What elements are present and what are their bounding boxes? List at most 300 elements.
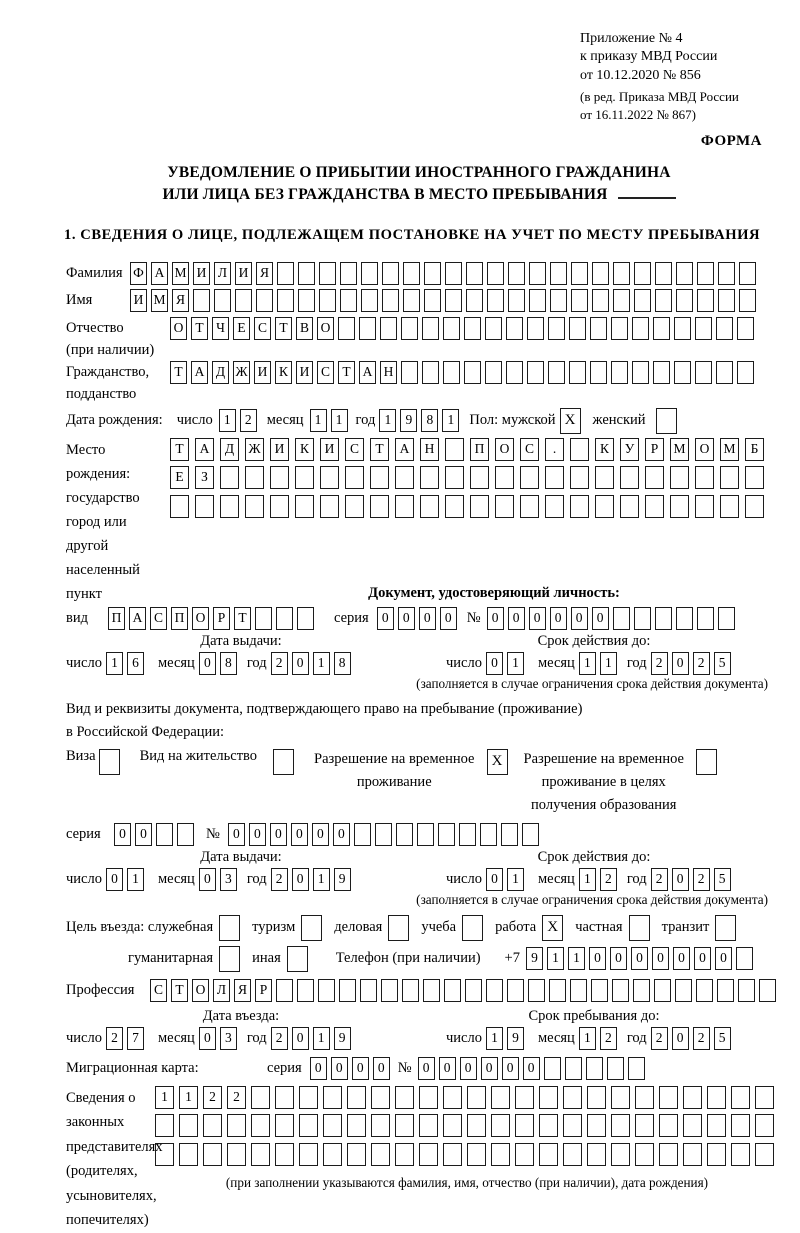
char-cell[interactable] [697, 289, 714, 312]
char-cell[interactable] [361, 289, 378, 312]
char-cell[interactable] [245, 466, 264, 489]
char-cell[interactable] [235, 289, 252, 312]
char-cell[interactable] [297, 607, 314, 630]
char-cell[interactable]: 0 [114, 823, 131, 846]
char-cell[interactable]: 9 [400, 409, 417, 432]
char-cell[interactable] [395, 495, 414, 518]
char-cell[interactable] [590, 317, 607, 340]
char-cell[interactable] [467, 1143, 486, 1166]
char-cell[interactable] [347, 1143, 366, 1166]
char-cell[interactable]: К [275, 361, 292, 384]
char-cell[interactable]: 1 [507, 652, 524, 675]
char-cell[interactable]: 0 [610, 947, 627, 970]
char-cell[interactable] [470, 495, 489, 518]
char-cell[interactable] [464, 317, 481, 340]
char-cell[interactable]: М [720, 438, 739, 461]
purpose-official-checkbox[interactable] [219, 915, 240, 941]
char-cell[interactable]: О [495, 438, 514, 461]
char-cell[interactable]: 0 [312, 823, 329, 846]
char-cell[interactable] [396, 823, 413, 846]
char-cell[interactable]: 0 [292, 868, 309, 891]
char-cell[interactable]: 9 [334, 868, 351, 891]
char-cell[interactable]: С [520, 438, 539, 461]
char-cell[interactable]: 1 [547, 947, 564, 970]
char-cell[interactable] [707, 1143, 726, 1166]
char-cell[interactable]: 0 [486, 868, 503, 891]
char-cell[interactable] [464, 361, 481, 384]
char-cell[interactable]: М [151, 289, 168, 312]
char-cell[interactable] [466, 262, 483, 285]
char-cell[interactable] [270, 495, 289, 518]
char-cell[interactable]: З [195, 466, 214, 489]
char-cell[interactable]: 2 [271, 1027, 288, 1050]
char-cell[interactable] [403, 262, 420, 285]
char-cell[interactable] [515, 1086, 534, 1109]
char-cell[interactable]: А [195, 438, 214, 461]
char-cell[interactable]: А [191, 361, 208, 384]
char-cell[interactable]: Т [170, 361, 187, 384]
char-cell[interactable]: 0 [523, 1057, 540, 1080]
char-cell[interactable] [380, 317, 397, 340]
char-cell[interactable] [323, 1143, 342, 1166]
char-cell[interactable] [347, 1114, 366, 1137]
char-cell[interactable] [255, 607, 272, 630]
char-cell[interactable] [520, 466, 539, 489]
char-cell[interactable]: 0 [377, 607, 394, 630]
char-cell[interactable] [707, 1086, 726, 1109]
char-cell[interactable] [759, 979, 776, 1002]
char-cell[interactable] [571, 262, 588, 285]
char-cell[interactable] [695, 361, 712, 384]
residence-permit-checkbox[interactable] [273, 749, 294, 775]
char-cell[interactable] [611, 1143, 630, 1166]
char-cell[interactable] [718, 607, 735, 630]
char-cell[interactable] [419, 1114, 438, 1137]
char-cell[interactable] [633, 979, 650, 1002]
char-cell[interactable]: Д [212, 361, 229, 384]
char-cell[interactable] [298, 262, 315, 285]
char-cell[interactable]: 8 [421, 409, 438, 432]
char-cell[interactable] [570, 466, 589, 489]
char-cell[interactable]: 9 [507, 1027, 524, 1050]
char-cell[interactable]: П [171, 607, 188, 630]
char-cell[interactable]: О [192, 607, 209, 630]
char-cell[interactable]: 1 [219, 409, 236, 432]
char-cell[interactable] [299, 1143, 318, 1166]
char-cell[interactable] [443, 1143, 462, 1166]
char-cell[interactable]: И [320, 438, 339, 461]
char-cell[interactable] [360, 979, 377, 1002]
char-cell[interactable] [550, 289, 567, 312]
temp-residence-checkbox[interactable]: X [487, 749, 508, 775]
char-cell[interactable] [424, 289, 441, 312]
char-cell[interactable] [371, 1143, 390, 1166]
char-cell[interactable]: Т [170, 438, 189, 461]
char-cell[interactable]: О [192, 979, 209, 1002]
char-cell[interactable] [445, 495, 464, 518]
char-cell[interactable]: 1 [568, 947, 585, 970]
char-cell[interactable]: С [345, 438, 364, 461]
char-cell[interactable] [755, 1143, 774, 1166]
char-cell[interactable] [755, 1086, 774, 1109]
char-cell[interactable] [193, 289, 210, 312]
char-cell[interactable] [655, 607, 672, 630]
char-cell[interactable]: 1 [579, 652, 596, 675]
char-cell[interactable] [548, 361, 565, 384]
char-cell[interactable] [587, 1114, 606, 1137]
char-cell[interactable]: 0 [460, 1057, 477, 1080]
char-cell[interactable]: 8 [220, 652, 237, 675]
char-cell[interactable] [480, 823, 497, 846]
char-cell[interactable] [277, 262, 294, 285]
char-cell[interactable]: Ж [233, 361, 250, 384]
char-cell[interactable] [676, 262, 693, 285]
char-cell[interactable]: П [108, 607, 125, 630]
char-cell[interactable] [179, 1143, 198, 1166]
char-cell[interactable] [507, 979, 524, 1002]
char-cell[interactable] [424, 262, 441, 285]
char-cell[interactable] [697, 607, 714, 630]
char-cell[interactable] [720, 495, 739, 518]
char-cell[interactable] [323, 1086, 342, 1109]
char-cell[interactable] [420, 466, 439, 489]
char-cell[interactable] [716, 317, 733, 340]
char-cell[interactable] [298, 289, 315, 312]
char-cell[interactable] [445, 262, 462, 285]
char-cell[interactable] [423, 979, 440, 1002]
char-cell[interactable] [359, 317, 376, 340]
char-cell[interactable] [737, 361, 754, 384]
char-cell[interactable]: Р [213, 607, 230, 630]
char-cell[interactable] [529, 289, 546, 312]
char-cell[interactable] [245, 495, 264, 518]
char-cell[interactable]: Р [255, 979, 272, 1002]
char-cell[interactable]: 0 [672, 652, 689, 675]
char-cell[interactable] [466, 289, 483, 312]
char-cell[interactable] [697, 262, 714, 285]
char-cell[interactable] [170, 495, 189, 518]
char-cell[interactable] [214, 289, 231, 312]
char-cell[interactable] [520, 495, 539, 518]
char-cell[interactable]: И [254, 361, 271, 384]
char-cell[interactable] [220, 466, 239, 489]
char-cell[interactable] [570, 495, 589, 518]
char-cell[interactable] [731, 1114, 750, 1137]
purpose-study-checkbox[interactable] [462, 915, 483, 941]
char-cell[interactable] [529, 262, 546, 285]
char-cell[interactable] [539, 1086, 558, 1109]
char-cell[interactable]: 0 [310, 1057, 327, 1080]
char-cell[interactable]: 1 [331, 409, 348, 432]
char-cell[interactable] [539, 1143, 558, 1166]
char-cell[interactable] [676, 289, 693, 312]
char-cell[interactable] [370, 495, 389, 518]
char-cell[interactable]: 6 [127, 652, 144, 675]
char-cell[interactable]: 0 [199, 652, 216, 675]
purpose-private-checkbox[interactable] [629, 915, 650, 941]
char-cell[interactable] [659, 1143, 678, 1166]
char-cell[interactable] [739, 262, 756, 285]
char-cell[interactable] [563, 1143, 582, 1166]
char-cell[interactable]: 1 [313, 1027, 330, 1050]
char-cell[interactable]: Я [234, 979, 251, 1002]
char-cell[interactable] [220, 495, 239, 518]
char-cell[interactable]: 2 [240, 409, 257, 432]
char-cell[interactable] [655, 262, 672, 285]
purpose-tourism-checkbox[interactable] [301, 915, 322, 941]
purpose-humanitarian-checkbox[interactable] [219, 946, 240, 972]
char-cell[interactable] [486, 979, 503, 1002]
char-cell[interactable] [445, 289, 462, 312]
char-cell[interactable]: 2 [651, 868, 668, 891]
char-cell[interactable]: 0 [571, 607, 588, 630]
char-cell[interactable] [506, 361, 523, 384]
char-cell[interactable]: 0 [715, 947, 732, 970]
char-cell[interactable] [295, 466, 314, 489]
char-cell[interactable]: С [150, 979, 167, 1002]
char-cell[interactable] [592, 289, 609, 312]
char-cell[interactable] [655, 289, 672, 312]
char-cell[interactable] [443, 1086, 462, 1109]
char-cell[interactable]: А [359, 361, 376, 384]
char-cell[interactable]: М [172, 262, 189, 285]
char-cell[interactable] [395, 466, 414, 489]
char-cell[interactable] [340, 289, 357, 312]
char-cell[interactable] [297, 979, 314, 1002]
char-cell[interactable]: 1 [179, 1086, 198, 1109]
char-cell[interactable] [203, 1114, 222, 1137]
char-cell[interactable] [620, 495, 639, 518]
char-cell[interactable]: 0 [135, 823, 152, 846]
char-cell[interactable] [720, 466, 739, 489]
char-cell[interactable]: 1 [310, 409, 327, 432]
char-cell[interactable]: А [395, 438, 414, 461]
char-cell[interactable] [645, 495, 664, 518]
char-cell[interactable]: И [130, 289, 147, 312]
char-cell[interactable]: 0 [352, 1057, 369, 1080]
char-cell[interactable] [508, 262, 525, 285]
char-cell[interactable] [683, 1086, 702, 1109]
char-cell[interactable]: 0 [373, 1057, 390, 1080]
char-cell[interactable]: И [235, 262, 252, 285]
char-cell[interactable]: 0 [439, 1057, 456, 1080]
char-cell[interactable]: 2 [651, 652, 668, 675]
char-cell[interactable] [420, 495, 439, 518]
char-cell[interactable] [485, 361, 502, 384]
char-cell[interactable]: 0 [419, 607, 436, 630]
char-cell[interactable]: 8 [334, 652, 351, 675]
char-cell[interactable] [527, 361, 544, 384]
char-cell[interactable] [634, 289, 651, 312]
char-cell[interactable] [276, 607, 293, 630]
char-cell[interactable]: 0 [106, 868, 123, 891]
char-cell[interactable]: К [595, 438, 614, 461]
char-cell[interactable]: 2 [227, 1086, 246, 1109]
char-cell[interactable]: Ф [130, 262, 147, 285]
char-cell[interactable]: И [193, 262, 210, 285]
char-cell[interactable] [670, 495, 689, 518]
char-cell[interactable] [375, 823, 392, 846]
char-cell[interactable] [570, 438, 589, 461]
char-cell[interactable]: Е [233, 317, 250, 340]
char-cell[interactable] [443, 361, 460, 384]
char-cell[interactable] [251, 1086, 270, 1109]
male-checkbox[interactable]: X [560, 408, 581, 434]
char-cell[interactable] [467, 1086, 486, 1109]
char-cell[interactable] [371, 1086, 390, 1109]
char-cell[interactable]: Т [275, 317, 292, 340]
char-cell[interactable]: 1 [155, 1086, 174, 1109]
char-cell[interactable] [539, 1114, 558, 1137]
char-cell[interactable]: 2 [203, 1086, 222, 1109]
char-cell[interactable] [563, 1114, 582, 1137]
char-cell[interactable]: 0 [199, 1027, 216, 1050]
char-cell[interactable]: Т [191, 317, 208, 340]
char-cell[interactable] [569, 317, 586, 340]
char-cell[interactable] [645, 466, 664, 489]
char-cell[interactable]: 0 [292, 652, 309, 675]
char-cell[interactable]: О [317, 317, 334, 340]
char-cell[interactable]: 2 [651, 1027, 668, 1050]
char-cell[interactable] [275, 1114, 294, 1137]
char-cell[interactable] [345, 466, 364, 489]
char-cell[interactable] [485, 317, 502, 340]
char-cell[interactable]: 1 [313, 652, 330, 675]
char-cell[interactable]: 0 [502, 1057, 519, 1080]
char-cell[interactable] [275, 1086, 294, 1109]
char-cell[interactable]: 0 [199, 868, 216, 891]
char-cell[interactable] [611, 361, 628, 384]
char-cell[interactable] [195, 495, 214, 518]
purpose-work-checkbox[interactable]: X [542, 915, 563, 941]
char-cell[interactable]: 1 [127, 868, 144, 891]
char-cell[interactable] [203, 1143, 222, 1166]
char-cell[interactable] [487, 289, 504, 312]
char-cell[interactable] [227, 1143, 246, 1166]
char-cell[interactable]: П [470, 438, 489, 461]
char-cell[interactable] [611, 1114, 630, 1137]
char-cell[interactable] [370, 466, 389, 489]
char-cell[interactable] [277, 289, 294, 312]
char-cell[interactable] [401, 317, 418, 340]
char-cell[interactable] [587, 1086, 606, 1109]
char-cell[interactable]: К [295, 438, 314, 461]
char-cell[interactable] [501, 823, 518, 846]
char-cell[interactable] [595, 466, 614, 489]
char-cell[interactable]: 0 [249, 823, 266, 846]
char-cell[interactable] [632, 361, 649, 384]
temp-residence-edu-checkbox[interactable] [696, 749, 717, 775]
char-cell[interactable] [696, 979, 713, 1002]
char-cell[interactable] [737, 317, 754, 340]
char-cell[interactable] [717, 979, 734, 1002]
char-cell[interactable]: М [670, 438, 689, 461]
char-cell[interactable] [612, 979, 629, 1002]
char-cell[interactable]: 5 [714, 1027, 731, 1050]
char-cell[interactable] [251, 1143, 270, 1166]
char-cell[interactable] [320, 495, 339, 518]
char-cell[interactable] [338, 317, 355, 340]
char-cell[interactable]: 0 [694, 947, 711, 970]
char-cell[interactable]: 0 [529, 607, 546, 630]
char-cell[interactable] [739, 289, 756, 312]
char-cell[interactable]: 0 [550, 607, 567, 630]
char-cell[interactable] [495, 466, 514, 489]
char-cell[interactable] [382, 289, 399, 312]
char-cell[interactable] [459, 823, 476, 846]
char-cell[interactable] [654, 979, 671, 1002]
char-cell[interactable] [632, 317, 649, 340]
char-cell[interactable] [738, 979, 755, 1002]
char-cell[interactable] [745, 495, 764, 518]
char-cell[interactable] [419, 1143, 438, 1166]
char-cell[interactable]: 0 [333, 823, 350, 846]
char-cell[interactable]: О [695, 438, 714, 461]
char-cell[interactable]: 0 [440, 607, 457, 630]
char-cell[interactable]: 0 [228, 823, 245, 846]
char-cell[interactable]: С [150, 607, 167, 630]
char-cell[interactable]: Т [234, 607, 251, 630]
char-cell[interactable] [695, 495, 714, 518]
char-cell[interactable] [401, 361, 418, 384]
char-cell[interactable]: Н [420, 438, 439, 461]
char-cell[interactable] [443, 317, 460, 340]
char-cell[interactable]: 2 [271, 652, 288, 675]
char-cell[interactable]: 0 [331, 1057, 348, 1080]
char-cell[interactable]: 9 [334, 1027, 351, 1050]
char-cell[interactable] [545, 466, 564, 489]
char-cell[interactable] [731, 1143, 750, 1166]
char-cell[interactable]: Л [213, 979, 230, 1002]
char-cell[interactable] [718, 262, 735, 285]
char-cell[interactable] [339, 979, 356, 1002]
char-cell[interactable] [445, 466, 464, 489]
char-cell[interactable] [381, 979, 398, 1002]
female-checkbox[interactable] [656, 408, 677, 434]
char-cell[interactable]: 0 [652, 947, 669, 970]
char-cell[interactable]: А [151, 262, 168, 285]
char-cell[interactable] [659, 1086, 678, 1109]
char-cell[interactable]: Я [256, 262, 273, 285]
char-cell[interactable] [670, 466, 689, 489]
char-cell[interactable] [528, 979, 545, 1002]
char-cell[interactable] [318, 979, 335, 1002]
char-cell[interactable]: 1 [379, 409, 396, 432]
char-cell[interactable]: Б [745, 438, 764, 461]
char-cell[interactable] [570, 979, 587, 1002]
char-cell[interactable]: 2 [106, 1027, 123, 1050]
char-cell[interactable]: О [170, 317, 187, 340]
char-cell[interactable] [611, 317, 628, 340]
char-cell[interactable] [422, 361, 439, 384]
char-cell[interactable] [613, 607, 630, 630]
char-cell[interactable]: 0 [398, 607, 415, 630]
char-cell[interactable]: 1 [442, 409, 459, 432]
char-cell[interactable] [270, 466, 289, 489]
char-cell[interactable] [653, 317, 670, 340]
char-cell[interactable]: 0 [589, 947, 606, 970]
char-cell[interactable] [395, 1143, 414, 1166]
char-cell[interactable] [565, 1057, 582, 1080]
char-cell[interactable] [707, 1114, 726, 1137]
char-cell[interactable] [323, 1114, 342, 1137]
char-cell[interactable] [736, 947, 753, 970]
char-cell[interactable] [508, 289, 525, 312]
char-cell[interactable] [491, 1114, 510, 1137]
char-cell[interactable] [548, 317, 565, 340]
char-cell[interactable]: 0 [631, 947, 648, 970]
char-cell[interactable] [635, 1143, 654, 1166]
